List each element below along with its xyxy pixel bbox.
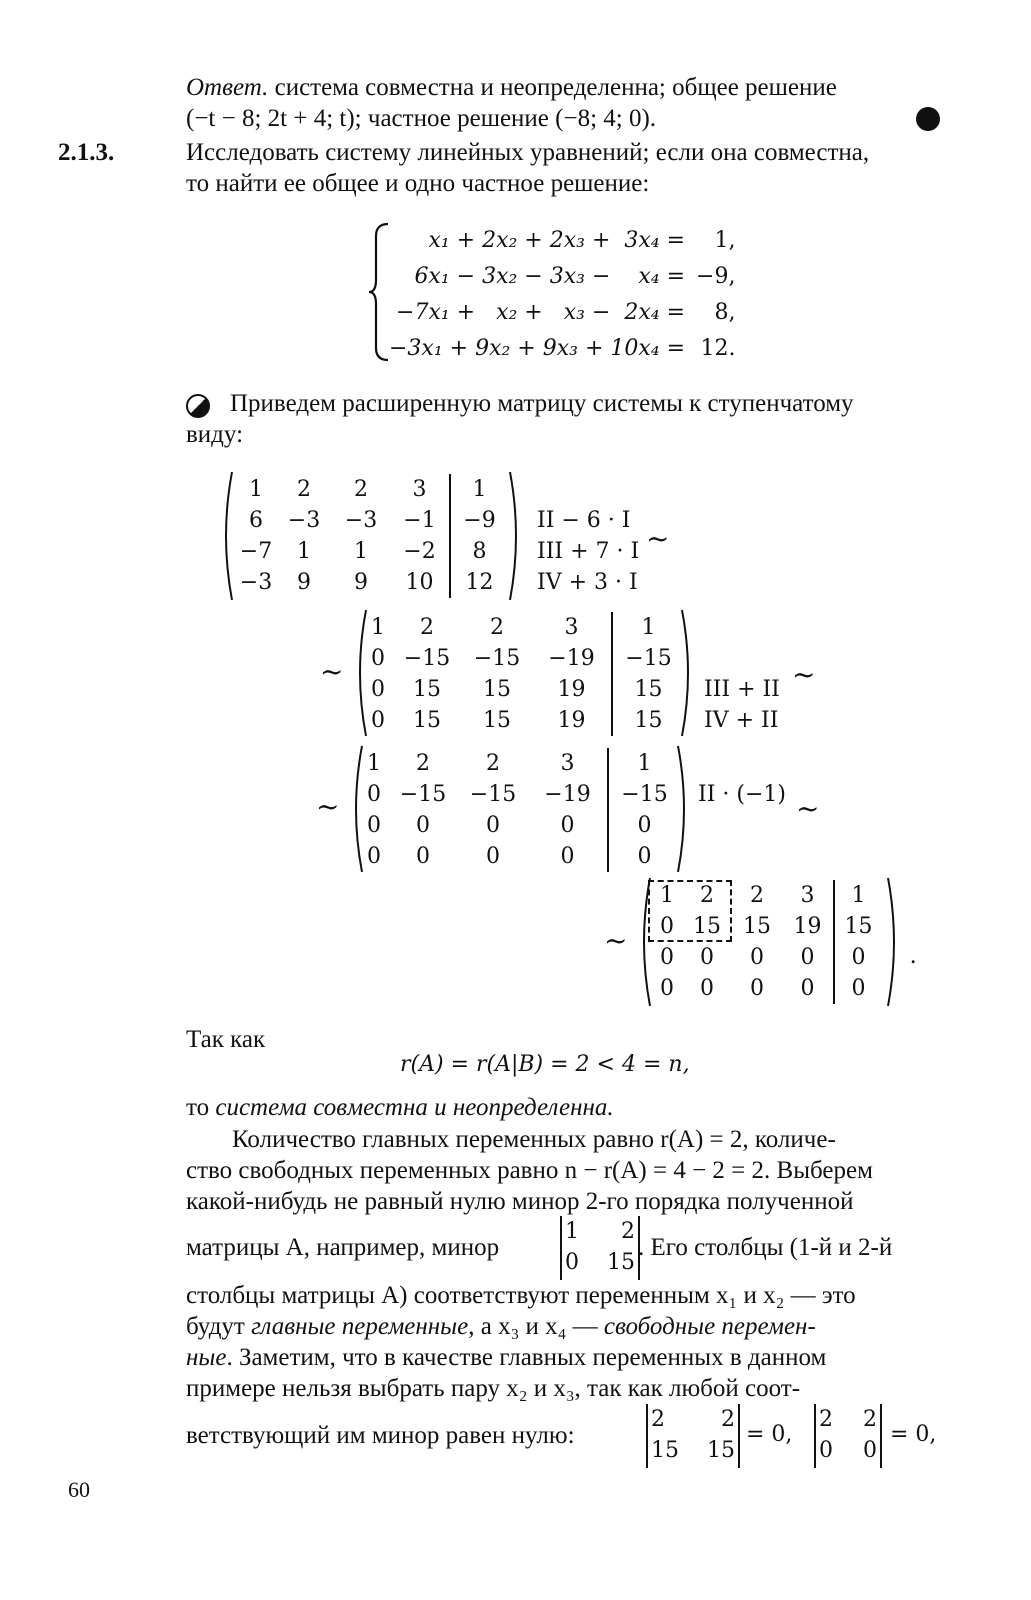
matrix2-cell-2-4: −19 (548, 646, 595, 671)
matrix-4-right-paren (886, 876, 902, 1008)
matrix-3 (360, 748, 680, 872)
page-number: 60 (68, 1477, 90, 1502)
p7-b: . Заметим, что в качестве главных переменных в данном (226, 1344, 827, 1371)
matrix3-row-operation-4 (698, 841, 786, 872)
matrix4-cell-1-3: 2 (750, 883, 764, 908)
problem-line-2: то найти ее общее и одно частное решение: (186, 170, 650, 197)
matrix4-cell-4-2: 0 (700, 976, 714, 1001)
minor3-cell-2-1: 0 (819, 1438, 833, 1463)
selected-minor-box (648, 880, 732, 942)
conclusion-prefix: то (186, 1094, 216, 1121)
equivalence-tilde-1: ~ (646, 522, 670, 555)
matrix4-cell-1-2: 2 (700, 883, 714, 908)
minor1-cell-1-1: 1 (565, 1219, 579, 1244)
matrix3-cell-4-3: 0 (486, 844, 500, 869)
matrix2-cell-1-4: 3 (564, 615, 579, 640)
matrix2-cell-4-3: 15 (483, 708, 511, 733)
matrix2-cell-2-5: −15 (612, 643, 684, 674)
matrix3-cell-2-3: −15 (469, 782, 517, 807)
equation-4-lhs: −3x₁ + 9x₂ + 9x₃ + 10x₄ = (389, 335, 686, 361)
answer-text-1: система совместна и неопределенна; общее решение (274, 74, 837, 101)
answer-line-2: (−t − 8; 2t + 4; t); частное решение (−8; 4; 0). (186, 105, 657, 132)
matrix3-cell-3-5: 0 (608, 810, 680, 841)
minor1-cell-2-1: 0 (565, 1250, 579, 1275)
matrix1-cell-3-2: 1 (297, 539, 311, 564)
matrix4-cell-2-4: 19 (793, 914, 822, 939)
answer-label: Ответ. (186, 74, 269, 101)
paragraph-line-2: ство свободных переменных равно n − r(A) = 4 − 2 = 2. Выберем (186, 1157, 873, 1184)
matrix2-row-operation-2 (704, 643, 780, 674)
matrix2-cell-3-2: 15 (413, 677, 441, 702)
problem-line-1: Исследовать систему линейных уравнений; если она совместна, (186, 139, 870, 166)
matrix2-cell-2-1: 0 (371, 646, 385, 671)
matrix2-cell-1-3: 2 (490, 615, 504, 640)
equivalence-tilde-5: ~ (796, 792, 820, 825)
matrix1-row-operation-1 (537, 474, 639, 505)
matrix4-cell-4-1: 0 (660, 976, 674, 1001)
matrix1-cell-3-5: 8 (450, 536, 508, 567)
answer-line-1 (186, 72, 837, 103)
matrix1-cell-2-2: −3 (287, 508, 321, 533)
matrix4-cell-4-5: 0 (834, 973, 882, 1004)
matrix4-cell-3-5: 0 (834, 942, 882, 973)
matrix1-row-operation-3: III + 7 · I (537, 539, 640, 564)
matrix1-cell-2-3: −3 (344, 508, 378, 533)
matrix3-cell-4-1: 0 (367, 844, 381, 869)
solution-intro-line-2: виду: (186, 421, 244, 448)
matrix2-cell-2-2: −15 (403, 646, 451, 671)
matrix2-cell-3-3: 15 (483, 677, 511, 702)
matrix3-cell-2-1: 0 (367, 782, 381, 807)
equivalence-tilde-2: ~ (320, 655, 344, 688)
matrix4-cell-2-5: 15 (834, 911, 882, 942)
matrix3-row-operation-1 (698, 748, 786, 779)
matrix-1-left-paren (218, 470, 234, 602)
since-text: Так как (186, 1026, 266, 1053)
matrix4-cell-4-3: 0 (750, 976, 764, 1001)
matrix3-cell-3-3: 0 (486, 813, 500, 838)
equivalence-tilde-4: ~ (316, 790, 340, 823)
matrix3-cell-2-2: −15 (399, 782, 447, 807)
matrix2-cell-1-5: 1 (612, 612, 684, 643)
minor2-cell-1-2: 2 (721, 1407, 735, 1432)
paragraph-line-4b: . Его столбцы (1-й и 2-й (638, 1234, 893, 1261)
matrix4-cell-2-1: 0 (660, 914, 674, 939)
matrix3-cell-3-2: 0 (416, 813, 430, 838)
matrix4-cell-3-3: 0 (750, 945, 764, 970)
matrix1-cell-4-4: 10 (405, 570, 434, 595)
p7-a: ные (186, 1344, 227, 1371)
matrix1-cell-3-4: −2 (403, 539, 436, 564)
matrix2-cell-3-1: 0 (371, 677, 385, 702)
equation-2-lhs: 6x₁ − 3x₂ − 3x₃ − x₄ = (414, 263, 686, 289)
matrix4-cell-1-5: 1 (834, 880, 882, 911)
minor-2-equals: = 0, (746, 1422, 793, 1447)
minor-2 (646, 1404, 740, 1468)
matrix1-cell-4-5: 12 (450, 567, 508, 598)
minor-1 (560, 1216, 640, 1280)
paragraph-line-3: какой-нибудь не равный нулю минор 2-го порядка полученной (186, 1188, 854, 1215)
matrix-1-right-paren (508, 470, 524, 602)
matrix2-cell-3-5: 15 (612, 674, 684, 705)
equation-1-lhs: x₁ + 2x₂ + 2x₃ + 3x₄ = (428, 227, 686, 253)
minor-3 (814, 1404, 882, 1468)
equation-1-rhs: 1, (714, 227, 736, 253)
paragraph-line-1: Количество главных переменных равно r(A) = 2, количе- (232, 1126, 836, 1153)
matrix4-cell-4-4: 0 (800, 976, 815, 1001)
matrix3-cell-4-2: 0 (416, 844, 430, 869)
minor2-cell-2-1: 15 (651, 1438, 679, 1463)
p6-d: свободные перемен- (603, 1313, 816, 1340)
matrix4-cell-3-1: 0 (660, 945, 674, 970)
matrix-1-ops (537, 474, 639, 598)
matrix2-cell-3-4: 19 (557, 677, 586, 702)
solution-intro-line-1: Приведем расширенную матрицу системы к ступенчатому (230, 390, 854, 417)
solution-start-marker (186, 394, 210, 418)
matrix3-cell-1-5: 1 (608, 748, 680, 779)
matrix4-cell-3-2: 0 (700, 945, 714, 970)
equivalence-tilde-3: ~ (792, 658, 816, 691)
matrix1-cell-4-2: 9 (297, 570, 311, 595)
minor3-cell-1-2: 2 (863, 1407, 877, 1432)
matrix3-cell-2-4: −19 (544, 782, 591, 807)
matrix4-cell-1-1: 1 (660, 883, 674, 908)
matrix-2-ops (704, 612, 780, 736)
equation-2-rhs: −9, (696, 263, 736, 289)
matrix3-cell-2-5: −15 (608, 779, 680, 810)
matrix3-cell-3-1: 0 (367, 813, 381, 838)
minor2-cell-1-1: 2 (651, 1407, 665, 1432)
matrix-2-right-paren (680, 608, 696, 738)
matrix1-cell-1-5: 1 (450, 474, 508, 505)
matrix3-cell-4-4: 0 (560, 844, 575, 869)
matrix3-cell-1-4: 3 (560, 751, 575, 776)
minor1-cell-1-2: 2 (621, 1219, 635, 1244)
matrix4-cell-1-4: 3 (800, 883, 815, 908)
matrix3-cell-1-3: 2 (486, 751, 500, 776)
matrix-1 (236, 474, 508, 598)
paragraph-line-7 (186, 1342, 826, 1373)
matrix2-cell-4-4: 19 (557, 708, 586, 733)
matrix2-cell-1-1: 1 (371, 615, 385, 640)
system-brace (368, 222, 390, 367)
equation-3-lhs: −7x₁ + x₂ + x₃ − 2x₄ = (396, 299, 686, 325)
matrix1-cell-4-1: −3 (239, 570, 273, 595)
equivalence-tilde-6: ~ (604, 924, 628, 957)
minor3-cell-1-1: 2 (819, 1407, 833, 1432)
matrix-3-right-paren (676, 744, 692, 874)
matrix1-cell-4-3: 9 (354, 570, 368, 595)
matrix2-cell-4-2: 15 (413, 708, 441, 733)
matrix1-cell-3-1: −7 (239, 539, 273, 564)
matrix2-row-operation-1 (704, 612, 780, 643)
equation-4-rhs: 12. (700, 335, 736, 361)
matrix-4-period: . (910, 942, 917, 969)
matrix3-cell-1-2: 2 (416, 751, 430, 776)
matrix3-cell-4-5: 0 (608, 841, 680, 872)
matrix-3-ops (698, 748, 786, 872)
matrix4-cell-2-3: 15 (743, 914, 771, 939)
paragraph-line-9: ветствующий им минор равен нулю: (186, 1422, 575, 1449)
paragraph-line-6 (186, 1311, 816, 1342)
matrix3-cell-1-1: 1 (367, 751, 381, 776)
matrix3-cell-3-4: 0 (560, 813, 575, 838)
p6-b: главные переменные (251, 1313, 469, 1340)
minor2-cell-2-2: 15 (707, 1438, 735, 1463)
matrix3-row-operation-3 (698, 810, 786, 841)
matrix3-row-operation-2: II · (−1) (698, 782, 786, 807)
matrix4-cell-2-2: 15 (693, 914, 721, 939)
matrix2-cell-1-2: 2 (420, 615, 434, 640)
paragraph-line-8: примере нельзя выбрать пару x₂ и x₃, так как любой соот- (186, 1375, 801, 1402)
minor-3-equals: = 0, (890, 1422, 937, 1447)
matrix2-row-operation-3: III + II (704, 677, 780, 702)
rank-equation: r(A) = r(A|B) = 2 < 4 = n, (400, 1052, 690, 1077)
p6-a: будут (186, 1313, 252, 1340)
matrix4-cell-3-4: 0 (800, 945, 815, 970)
matrix2-row-operation-4: IV + II (704, 708, 779, 733)
matrix1-cell-2-4: −1 (403, 508, 436, 533)
equation-3-rhs: 8, (714, 299, 736, 325)
paragraph-line-4a: матрицы A, например, минор (186, 1234, 500, 1261)
matrix-2 (364, 612, 684, 736)
matrix1-cell-3-3: 1 (354, 539, 368, 564)
problem-number: 2.1.3. (58, 139, 115, 166)
end-of-solution-marker (916, 107, 940, 131)
equation-system (388, 222, 736, 366)
matrix1-cell-2-1: 6 (249, 508, 263, 533)
matrix2-cell-4-1: 0 (371, 708, 385, 733)
paragraph-line-5: столбцы матрицы A) соответствуют переменным x₁ и x₂ — это (186, 1282, 856, 1309)
matrix2-cell-4-5: 15 (612, 705, 684, 736)
matrix1-cell-1-1: 1 (249, 477, 263, 502)
matrix1-row-operation-2: II − 6 · I (537, 508, 631, 533)
matrix1-cell-2-5: −9 (450, 505, 508, 536)
p6-c: , а x₃ и x₄ — (468, 1313, 604, 1340)
minor3-cell-2-2: 0 (863, 1438, 877, 1463)
matrix1-cell-1-2: 2 (297, 477, 311, 502)
matrix2-cell-2-3: −15 (473, 646, 521, 671)
matrix1-cell-1-4: 3 (412, 477, 427, 502)
conclusion-italic: система совместна и неопределенна. (215, 1094, 614, 1121)
matrix1-cell-1-3: 2 (354, 477, 368, 502)
minor1-cell-2-2: 15 (607, 1250, 635, 1275)
conclusion-line (186, 1092, 614, 1123)
matrix1-row-operation-4: IV + 3 · I (537, 570, 638, 595)
